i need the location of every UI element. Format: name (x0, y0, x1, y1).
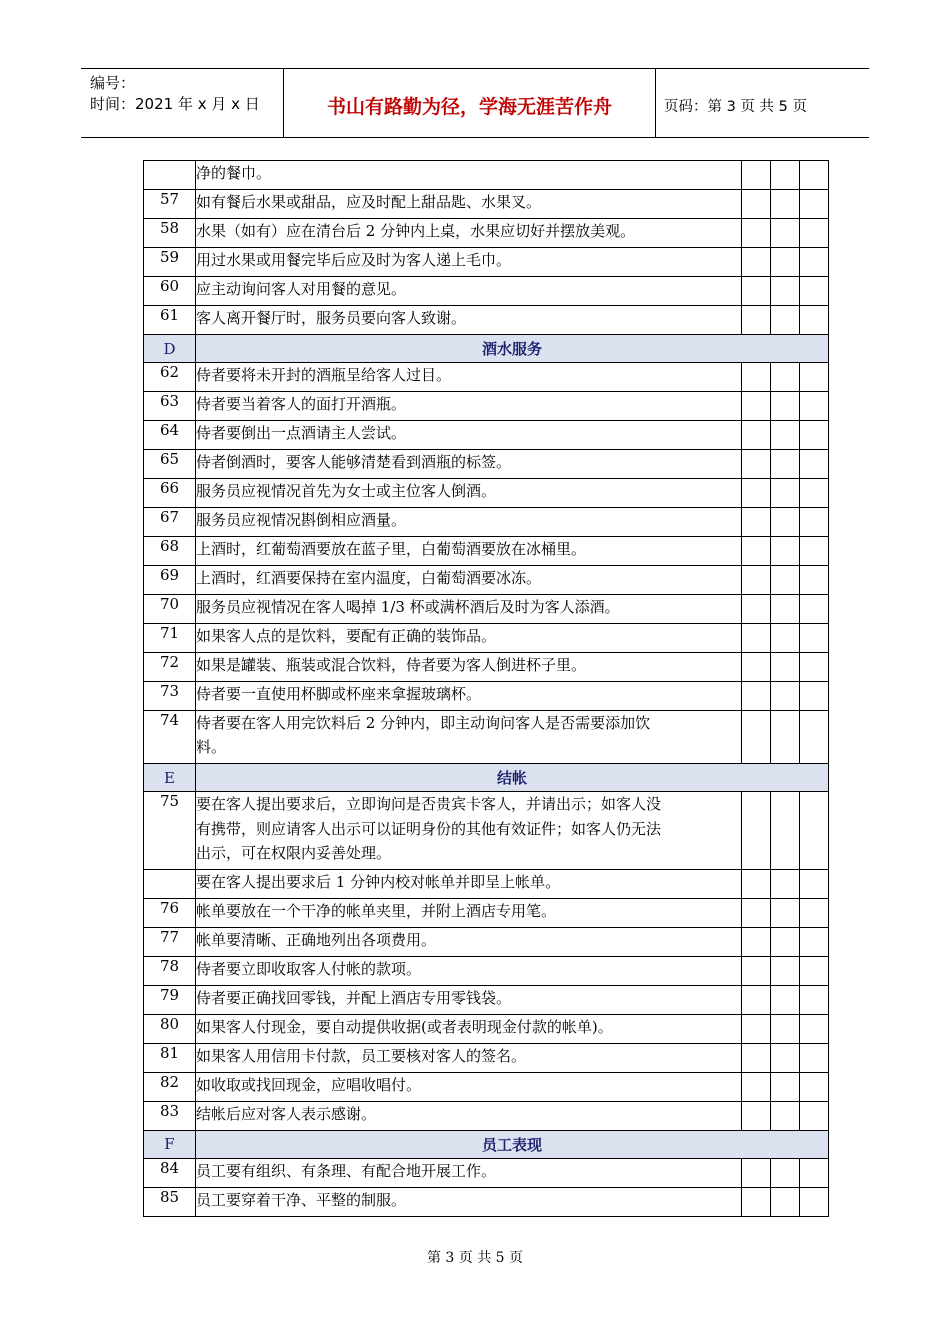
item-number: 69 (144, 566, 196, 595)
check-cell[interactable] (800, 1072, 829, 1101)
item-text-cell (196, 1187, 742, 1216)
check-cell[interactable] (771, 479, 800, 508)
check-cell[interactable] (771, 653, 800, 682)
number-label: 编号： (90, 74, 136, 92)
check-cell[interactable] (771, 927, 800, 956)
check-cell[interactable] (742, 1158, 771, 1187)
check-cell[interactable] (742, 653, 771, 682)
item-text-line: 侍者要倒出一点酒请主人尝试。 (196, 424, 407, 442)
check-cell[interactable] (800, 956, 829, 985)
check-cell[interactable] (742, 1014, 771, 1043)
item-text-line: 如果客人付现金，要自动提供收据(或者表明现金付款的帐单)。 (196, 1017, 613, 1036)
header-meta (81, 69, 281, 137)
item-text-cell (196, 1101, 742, 1130)
item-text-cell (196, 956, 742, 985)
table-row (144, 537, 829, 566)
table-row (144, 248, 829, 277)
check-cell[interactable] (742, 1072, 771, 1101)
check-cell[interactable] (742, 792, 771, 870)
item-text-cell (196, 682, 742, 711)
check-cell[interactable] (742, 306, 771, 335)
checklist-body (144, 161, 829, 1217)
item-text-cell (196, 508, 742, 537)
item-number: 67 (144, 508, 196, 537)
check-cell[interactable] (800, 869, 829, 898)
page-header (81, 68, 869, 138)
check-cell[interactable] (771, 1158, 800, 1187)
item-text-cell (196, 624, 742, 653)
item-number: 62 (144, 363, 196, 392)
item-text-cell (196, 595, 742, 624)
item-number: 60 (144, 277, 196, 306)
check-cell[interactable] (800, 985, 829, 1014)
check-cell[interactable] (800, 190, 829, 219)
item-number: 68 (144, 537, 196, 566)
check-cell[interactable] (742, 956, 771, 985)
item-number: 83 (144, 1101, 196, 1130)
item-text-cell (196, 927, 742, 956)
check-cell[interactable] (800, 392, 829, 421)
check-cell[interactable] (771, 537, 800, 566)
check-cell[interactable] (742, 595, 771, 624)
item-number: 63 (144, 392, 196, 421)
section-header-row (144, 335, 829, 363)
item-text-line: 客人离开餐厅时，服务员要向客人致谢。 (196, 309, 467, 327)
check-cell[interactable] (742, 161, 771, 190)
check-cell[interactable] (800, 363, 829, 392)
check-cell[interactable] (800, 682, 829, 711)
check-cell[interactable] (771, 792, 800, 870)
table-row (144, 1101, 829, 1130)
check-cell[interactable] (800, 450, 829, 479)
check-cell[interactable] (742, 537, 771, 566)
table-row (144, 711, 829, 764)
check-cell[interactable] (800, 711, 829, 764)
table-row (144, 306, 829, 335)
item-text-line: 服务员应视情况在客人喝掉 1/3 杯或满杯酒后及时为客人添酒。 (196, 598, 620, 616)
time-label: 时间：2021 年 x 月 x 日 (90, 95, 260, 113)
section-title: 结帐 (196, 764, 829, 792)
check-cell[interactable] (800, 792, 829, 870)
checklist-table (143, 160, 829, 1217)
check-cell[interactable] (742, 927, 771, 956)
check-cell[interactable] (800, 479, 829, 508)
check-cell[interactable] (742, 869, 771, 898)
check-cell[interactable] (771, 1187, 800, 1216)
section-header-row (144, 1130, 829, 1158)
table-row (144, 792, 829, 870)
header-page-label: 页码：第 3 页 共 5 页 (664, 99, 807, 115)
check-cell[interactable] (800, 1043, 829, 1072)
check-cell[interactable] (800, 421, 829, 450)
item-text-line: 上酒时，红葡萄酒要放在蓝子里，白葡萄酒要放在冰桶里。 (196, 540, 587, 558)
check-cell[interactable] (742, 508, 771, 537)
check-cell[interactable] (771, 161, 800, 190)
item-text-line: 员工要有组织、有条理、有配合地开展工作。 (196, 1161, 497, 1180)
check-cell[interactable] (742, 682, 771, 711)
check-cell[interactable] (800, 537, 829, 566)
check-cell[interactable] (771, 869, 800, 898)
item-text-line: 用过水果或用餐完毕后应及时为客人递上毛巾。 (196, 251, 512, 269)
item-number: 72 (144, 653, 196, 682)
item-text-line: 上酒时，红酒要保持在室内温度，白葡萄酒要冰冻。 (196, 569, 542, 587)
table-row (144, 1072, 829, 1101)
item-number: 85 (144, 1187, 196, 1216)
item-text-line: 侍者要正确找回零钱，并配上酒店专用零钱袋。 (196, 988, 512, 1007)
section-title: 员工表现 (196, 1130, 829, 1158)
table-row (144, 277, 829, 306)
check-cell[interactable] (800, 248, 829, 277)
check-cell[interactable] (771, 219, 800, 248)
item-text-line: 净的餐巾。 (196, 164, 272, 182)
check-cell[interactable] (771, 566, 800, 595)
check-cell[interactable] (800, 306, 829, 335)
table-row (144, 450, 829, 479)
table-row (144, 898, 829, 927)
section-header-row (144, 764, 829, 792)
table-row (144, 508, 829, 537)
item-text-cell (196, 869, 742, 898)
item-number (144, 161, 196, 190)
item-number: 84 (144, 1158, 196, 1187)
check-cell[interactable] (771, 898, 800, 927)
check-cell[interactable] (771, 595, 800, 624)
item-number: 71 (144, 624, 196, 653)
item-text-line: 有携带，则应请客人出示可以证明身份的其他有效证件；如客人仍无法 (196, 819, 662, 838)
check-cell[interactable] (771, 1014, 800, 1043)
item-text-cell (196, 450, 742, 479)
table-row (144, 1014, 829, 1043)
check-cell[interactable] (800, 1158, 829, 1187)
item-text-line: 服务员应视情况斟倒相应酒量。 (196, 511, 407, 529)
item-text-cell (196, 219, 742, 248)
item-number: 73 (144, 682, 196, 711)
check-cell[interactable] (742, 566, 771, 595)
check-cell[interactable] (800, 624, 829, 653)
item-text-line: 帐单要放在一个干净的帐单夹里，并附上酒店专用笔。 (196, 901, 557, 920)
item-text-cell (196, 711, 742, 764)
table-row (144, 869, 829, 898)
item-number: 77 (144, 927, 196, 956)
check-cell[interactable] (771, 1101, 800, 1130)
check-cell[interactable] (742, 1043, 771, 1072)
check-cell[interactable] (742, 190, 771, 219)
check-cell[interactable] (742, 1101, 771, 1130)
table-row (144, 927, 829, 956)
section-title: 酒水服务 (196, 335, 829, 363)
item-text-cell (196, 363, 742, 392)
item-text-line: 侍者要将未开封的酒瓶呈给客人过目。 (196, 366, 452, 384)
check-cell[interactable] (771, 682, 800, 711)
item-text-cell (196, 653, 742, 682)
item-text-line: 如果客人用信用卡付款，员工要核对客人的签名。 (196, 1046, 527, 1065)
item-text-cell (196, 1072, 742, 1101)
check-cell[interactable] (800, 595, 829, 624)
check-cell[interactable] (771, 508, 800, 537)
table-row (144, 161, 829, 190)
item-number: 66 (144, 479, 196, 508)
table-row (144, 1187, 829, 1216)
item-number: 75 (144, 792, 196, 870)
item-number: 79 (144, 985, 196, 1014)
check-cell[interactable] (742, 985, 771, 1014)
item-text-line: 帐单要清晰、正确地列出各项费用。 (196, 930, 437, 949)
item-text-cell (196, 985, 742, 1014)
item-number: 78 (144, 956, 196, 985)
item-text-cell (196, 306, 742, 335)
item-number (144, 869, 196, 898)
item-text-line: 如果是罐装、瓶装或混合饮料，侍者要为客人倒进杯子里。 (196, 656, 587, 674)
item-text-cell (196, 1014, 742, 1043)
motto-text: 书山有路勤为径，学海无涯苦作舟 (326, 96, 612, 118)
table-row (144, 219, 829, 248)
section-letter: D (144, 335, 196, 363)
item-text-line: 水果（如有）应在清台后 2 分钟内上桌，水果应切好并摆放美观。 (196, 222, 636, 240)
item-text-line: 要在客人提出要求后 1 分钟内校对帐单并即呈上帐单。 (196, 872, 561, 891)
table-row (144, 566, 829, 595)
header-motto-cell (283, 69, 656, 137)
check-cell[interactable] (800, 653, 829, 682)
item-text-cell (196, 421, 742, 450)
item-text-line: 要在客人提出要求后，立即询问是否贵宾卡客人，并请出示；如客人没 (196, 795, 662, 814)
item-text-line: 应主动询问客人对用餐的意见。 (196, 280, 407, 298)
check-cell[interactable] (771, 392, 800, 421)
check-cell[interactable] (771, 956, 800, 985)
check-cell[interactable] (800, 161, 829, 190)
check-cell[interactable] (771, 421, 800, 450)
check-cell[interactable] (742, 450, 771, 479)
item-text-cell (196, 190, 742, 219)
item-number: 58 (144, 219, 196, 248)
item-text-line: 侍者要立即收取客人付帐的款项。 (196, 959, 422, 978)
table-row (144, 653, 829, 682)
item-text-line: 结帐后应对客人表示感谢。 (196, 1104, 377, 1123)
check-cell[interactable] (771, 277, 800, 306)
check-cell[interactable] (742, 363, 771, 392)
item-text-line: 侍者要在客人用完饮料后 2 分钟内，即主动询问客人是否需要添加饮 (196, 714, 651, 732)
table-row (144, 479, 829, 508)
item-text-cell (196, 898, 742, 927)
check-cell[interactable] (800, 566, 829, 595)
item-text-cell (196, 1158, 742, 1187)
table-row (144, 392, 829, 421)
check-cell[interactable] (742, 624, 771, 653)
item-text-cell (196, 537, 742, 566)
item-number: 64 (144, 421, 196, 450)
check-cell[interactable] (800, 898, 829, 927)
item-number: 76 (144, 898, 196, 927)
table-row (144, 624, 829, 653)
item-text-line: 料。 (196, 738, 227, 757)
table-row (144, 1043, 829, 1072)
item-text-cell (196, 479, 742, 508)
check-cell[interactable] (742, 479, 771, 508)
check-cell[interactable] (800, 1101, 829, 1130)
check-cell[interactable] (771, 985, 800, 1014)
item-text-cell (196, 792, 742, 870)
section-letter: E (144, 764, 196, 792)
item-number: 74 (144, 711, 196, 764)
item-text-cell (196, 1043, 742, 1072)
item-text-line: 侍者要一直使用杯脚或杯座来拿握玻璃杯。 (196, 685, 482, 703)
check-cell[interactable] (742, 219, 771, 248)
table-row (144, 1158, 829, 1187)
item-number: 81 (144, 1043, 196, 1072)
item-number: 65 (144, 450, 196, 479)
item-text-line: 员工要穿着干净、平整的制服。 (196, 1190, 407, 1209)
item-text-line: 如果客人点的是饮料，要配有正确的装饰品。 (196, 627, 497, 645)
check-cell[interactable] (771, 624, 800, 653)
table-row (144, 190, 829, 219)
check-cell[interactable] (771, 1072, 800, 1101)
check-cell[interactable] (771, 450, 800, 479)
check-cell[interactable] (800, 1187, 829, 1216)
item-text-line: 出示，可在权限内妥善处理。 (196, 843, 392, 862)
table-row (144, 363, 829, 392)
check-cell[interactable] (771, 1043, 800, 1072)
item-text-cell (196, 392, 742, 421)
item-text-cell (196, 277, 742, 306)
item-text-cell (196, 248, 742, 277)
item-number: 82 (144, 1072, 196, 1101)
item-number: 70 (144, 595, 196, 624)
check-cell[interactable] (800, 927, 829, 956)
check-cell[interactable] (742, 898, 771, 927)
check-cell[interactable] (800, 219, 829, 248)
check-cell[interactable] (771, 306, 800, 335)
item-text-cell (196, 161, 742, 190)
item-text-line: 如有餐后水果或甜品，应及时配上甜品匙、水果叉。 (196, 193, 542, 211)
item-number: 61 (144, 306, 196, 335)
item-text-line: 侍者要当着客人的面打开酒瓶。 (196, 395, 407, 413)
check-cell[interactable] (771, 711, 800, 764)
check-cell[interactable] (742, 421, 771, 450)
item-number: 57 (144, 190, 196, 219)
check-cell[interactable] (742, 392, 771, 421)
page-footer: 第 3 页 共 5 页 (426, 1250, 524, 1266)
item-number: 59 (144, 248, 196, 277)
item-text-line: 服务员应视情况首先为女士或主位客人倒酒。 (196, 482, 497, 500)
check-cell[interactable] (742, 711, 771, 764)
table-row (144, 595, 829, 624)
table-row (144, 421, 829, 450)
check-cell[interactable] (771, 248, 800, 277)
check-cell[interactable] (771, 363, 800, 392)
check-cell[interactable] (742, 248, 771, 277)
check-cell[interactable] (800, 508, 829, 537)
check-cell[interactable] (742, 1187, 771, 1216)
check-cell[interactable] (800, 1014, 829, 1043)
item-text-line: 如收取或找回现金，应唱收唱付。 (196, 1075, 422, 1094)
table-row (144, 682, 829, 711)
check-cell[interactable] (800, 277, 829, 306)
table-row (144, 985, 829, 1014)
item-text-line: 侍者倒酒时，要客人能够清楚看到酒瓶的标签。 (196, 453, 512, 471)
table-row (144, 956, 829, 985)
check-cell[interactable] (742, 277, 771, 306)
check-cell[interactable] (771, 190, 800, 219)
item-text-cell (196, 566, 742, 595)
section-letter: F (144, 1130, 196, 1158)
item-number: 80 (144, 1014, 196, 1043)
